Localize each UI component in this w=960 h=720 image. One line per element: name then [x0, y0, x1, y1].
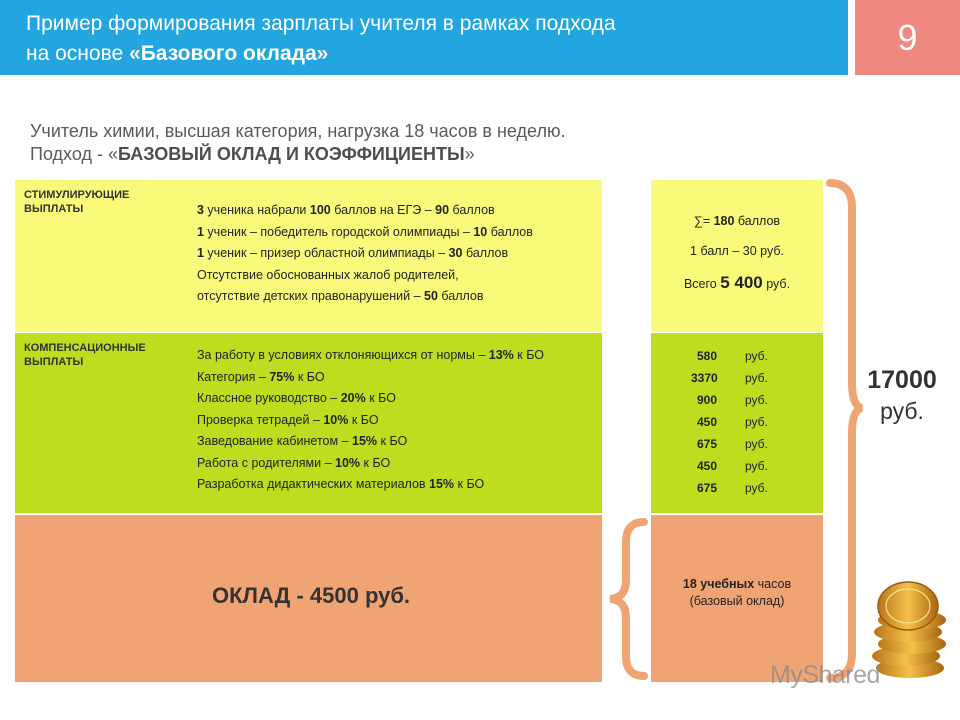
- amount-unit: руб.: [745, 459, 768, 473]
- list-item: [197, 265, 533, 287]
- stimulating-summary-box: [651, 180, 823, 332]
- item-bold: 1: [197, 246, 204, 260]
- slide-header: [0, 0, 848, 75]
- item-text: к БО: [348, 412, 379, 427]
- compensation-label: [24, 341, 184, 369]
- stimulating-list: [197, 200, 533, 308]
- compensation-label-line1: КОМПЕНСАЦИОННЫЕ: [24, 342, 146, 354]
- item-bold: 50: [424, 289, 438, 303]
- item-text: баллов: [462, 246, 509, 260]
- item-bold: 20%: [340, 391, 366, 405]
- list-item: [197, 286, 533, 308]
- item-text: ученика набрали: [203, 203, 310, 217]
- item-text: к БО: [294, 369, 325, 384]
- compensation-amounts-box: [651, 333, 823, 513]
- item-text: к БО: [513, 348, 544, 362]
- base-salary-band: [15, 515, 602, 682]
- list-item: [197, 222, 533, 244]
- slide-title-line1: Пример формирования зарплаты учителя в рамках подхода: [26, 12, 616, 35]
- slide-title-line2: [26, 42, 328, 66]
- amount-value: 675: [697, 437, 718, 451]
- item-text: Отсутствие обоснованных жалоб родителей,: [197, 267, 459, 282]
- amount-row: [697, 455, 807, 477]
- amount-row: [697, 411, 807, 433]
- compensation-band: [15, 333, 602, 513]
- list-item: [197, 474, 544, 496]
- list-item: [197, 367, 544, 389]
- total-salary-value: 17000: [867, 366, 937, 394]
- item-text: ученик – призер областной олимпиады –: [203, 246, 449, 260]
- hours-line1: [651, 576, 823, 593]
- item-text: к БО: [360, 455, 391, 470]
- item-bold: 90: [435, 203, 450, 217]
- item-bold: 10: [473, 224, 488, 239]
- list-item: [197, 243, 533, 265]
- hours-line2: (базовый оклад): [689, 594, 785, 608]
- slide-number: 9: [855, 0, 960, 75]
- sum-value: 180: [713, 214, 735, 228]
- compensation-amounts: [691, 345, 807, 499]
- amount-row: [697, 433, 807, 455]
- amount-row: [697, 477, 807, 499]
- subtitle-bold: БАЗОВЫЙ ОКЛАД И КОЭФФИЦИЕНТЫ: [117, 144, 465, 164]
- amount-unit: руб.: [745, 481, 768, 495]
- item-text: баллов: [437, 289, 484, 303]
- points-sum: [651, 214, 823, 228]
- amount-value: 3370: [691, 371, 718, 385]
- slide-title-bold: «Базового оклада»: [129, 42, 329, 65]
- amount-value: 580: [697, 349, 718, 363]
- amount-value: 900: [697, 393, 718, 407]
- item-text: Классное руководство –: [197, 391, 341, 405]
- total-brace-icon: [826, 178, 866, 683]
- amount-value: 675: [697, 481, 718, 495]
- item-bold: 10%: [335, 455, 361, 470]
- stimulating-band: [15, 180, 602, 332]
- stimulating-label: [24, 188, 184, 216]
- sum-prefix: ∑=: [693, 214, 714, 228]
- subtitle-suffix: »: [464, 144, 475, 164]
- compensation-label-line2: ВЫПЛАТЫ: [24, 356, 84, 368]
- item-text: ученик – победитель городской олимпиады –: [203, 224, 474, 239]
- item-text: За работу в условиях отклоняющихся от нормы –: [197, 348, 489, 362]
- base-salary-text: ОКЛАД - 4500 руб.: [212, 583, 411, 608]
- total-value: 5 400: [720, 273, 763, 292]
- item-bold: 100: [309, 203, 331, 217]
- item-bold: 10%: [323, 412, 349, 427]
- subtitle-line2: [30, 144, 475, 165]
- item-text: Разработка дидактических материалов: [197, 477, 430, 491]
- sum-suffix: баллов: [734, 214, 781, 228]
- item-bold: 30: [448, 246, 463, 260]
- item-text: Работа с родителями –: [197, 455, 336, 470]
- coins-icon: [868, 572, 948, 682]
- item-text: к БО: [454, 477, 485, 491]
- amount-unit: руб.: [745, 415, 768, 429]
- list-item: [197, 388, 544, 410]
- amount-row: [697, 345, 807, 367]
- list-item: [197, 200, 533, 222]
- hours-bold: 18 учебных: [682, 577, 755, 591]
- small-brace-icon: [604, 518, 650, 680]
- item-text: баллов на ЕГЭ –: [330, 203, 436, 217]
- slide-title-prefix: на основе: [26, 42, 130, 65]
- total-salary-currency: руб.: [880, 398, 924, 424]
- amount-unit: руб.: [745, 371, 768, 385]
- compensation-list: [197, 345, 544, 496]
- amount-unit: руб.: [745, 393, 768, 407]
- item-text: баллов: [449, 203, 495, 217]
- item-text: отсутствие детских правонарушений –: [197, 289, 424, 303]
- item-bold: 3: [197, 203, 204, 217]
- item-bold: 13%: [488, 348, 514, 362]
- subtitle-prefix: Подход - «: [30, 144, 118, 164]
- stimulating-label-line2: ВЫПЛАТЫ: [24, 203, 84, 215]
- watermark-text: MyShared: [770, 661, 880, 689]
- stimulating-label-line1: СТИМУЛИРУЮЩИЕ: [24, 189, 130, 201]
- stimulating-total: [651, 273, 823, 293]
- item-text: Проверка тетрадей –: [197, 412, 324, 427]
- item-text: Заведование кабинетом –: [197, 434, 352, 448]
- hours-rest: часов: [754, 577, 792, 591]
- item-bold: 1: [197, 224, 204, 239]
- item-bold: 75%: [269, 369, 295, 384]
- amount-value: 450: [697, 459, 718, 473]
- list-item: [197, 410, 544, 432]
- amount-row: [691, 367, 807, 389]
- total-prefix: Всего: [683, 277, 721, 291]
- amount-unit: руб.: [745, 349, 768, 363]
- item-text: к БО: [365, 391, 396, 405]
- item-bold: 15%: [429, 477, 455, 491]
- subtitle-line1: Учитель химии, высшая категория, нагрузка 18 часов в неделю.: [30, 121, 566, 141]
- total-suffix: руб.: [762, 277, 791, 291]
- list-item: [197, 431, 544, 453]
- amount-unit: руб.: [745, 437, 768, 451]
- base-hours-box: [651, 515, 823, 682]
- item-text: Категория –: [197, 369, 270, 384]
- item-text: к БО: [377, 434, 408, 448]
- point-rate: 1 балл – 30 руб.: [690, 244, 784, 258]
- item-text: баллов: [487, 224, 533, 239]
- item-bold: 15%: [352, 434, 378, 448]
- amount-row: [697, 389, 807, 411]
- list-item: [197, 345, 544, 367]
- amount-value: 450: [697, 415, 718, 429]
- list-item: [197, 453, 544, 475]
